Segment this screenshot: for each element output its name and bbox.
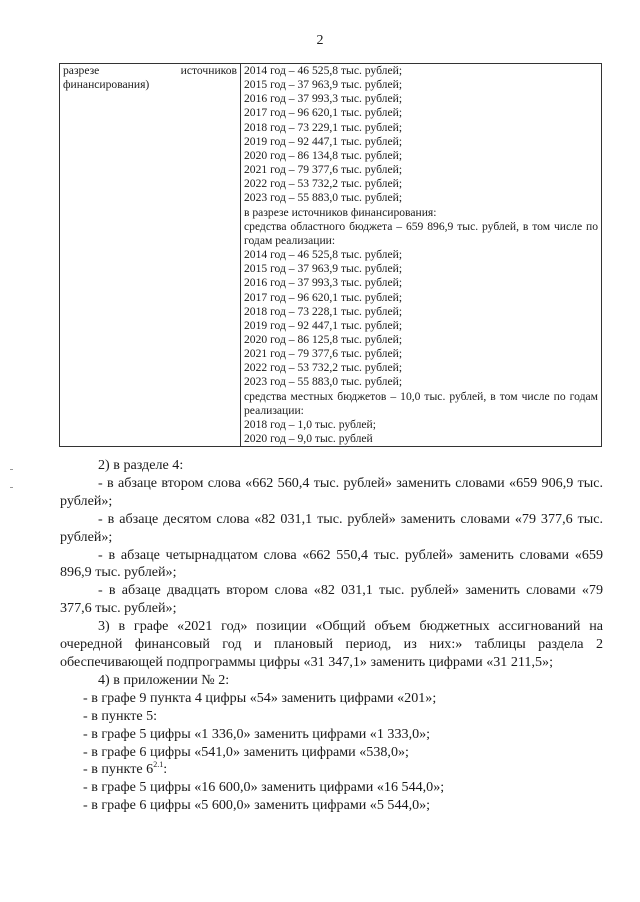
year-line: 2023 год – 55 883,0 тыс. рублей; [244,191,403,205]
paragraph: - в абзаце двадцать втором слова «82 031,1 тыс. рублей» заменить словами «79 377,6 тыс. рублей»; [60,582,603,617]
list-item: - в графе 6 цифры «541,0» заменить цифрами «538,0»; [83,743,409,760]
document-body [60,457,603,815]
year-line: 2014 год – 46 525,8 тыс. рублей; [244,64,403,77]
year-line: 2022 год – 53 732,2 тыс. рублей; [244,361,403,375]
paragraph: 2) в разделе 4: [98,457,184,473]
year-line: 2021 год – 79 377,6 тыс. рублей; [244,163,403,177]
list-item-text-end: : [163,761,168,778]
page-number: 2 [316,33,324,48]
left-cell-text-2: источников [180,64,237,77]
year-line: 2017 год – 96 620,1 тыс. рублей; [244,290,403,304]
paragraph: 3) в графе «2021 год» позиции «Общий объем бюджетных ассигнований на очередной финансовый год и плановый период, из них:» таблицы раздела 2 обеспечивающей подпрограммы цифры «31 347,1» заменить цифрами «31 211,5»; [60,618,603,670]
right-column-cell [241,64,602,447]
year-line: 2019 год – 92 447,1 тыс. рублей; [244,318,403,332]
paragraph: - в абзаце втором слова «662 560,4 тыс. рублей» заменить словами «659 906,9 тыс. рублей»; [60,474,603,509]
year-line: 2015 год – 37 963,9 тыс. рублей; [244,262,403,276]
list-item: - в графе 6 цифры «5 600,0» заменить цифрами «5 544,0»; [83,797,431,814]
paragraph: 4) в приложении № 2: [98,671,230,688]
year-line: 2018 год – 73 229,1 тыс. рублей; [244,120,403,134]
list-item: - в графе 5 цифры «1 336,0» заменить цифрами «1 333,0»; [83,725,431,742]
list-item [60,761,603,779]
margin-mark [10,469,13,470]
year-line: 2014 год – 46 525,8 тыс. рублей; [244,248,403,262]
year-line: 2021 год – 79 377,6 тыс. рублей; [244,347,403,361]
paragraph: - в абзаце десятом слова «82 031,1 тыс. рублей» заменить словами «79 377,6 тыс. рублей»; [60,510,603,545]
funding-table [59,63,602,447]
year-line: 2016 год – 37 993,3 тыс. рублей; [244,276,403,290]
year-line: 2019 год – 92 447,1 тыс. рублей; [244,134,403,148]
regional-budget-text: средства областного бюджета – 659 896,9 тыс. рублей, в том числе по годам реализации: [244,219,598,247]
year-line: 2017 год – 96 620,1 тыс. рублей; [244,106,403,120]
list-item-text: - в пункте 6 [83,761,154,778]
paragraph: - в абзаце четырнадцатом слова «662 550,4 тыс. рублей» заменить словами «659 896,9 тыс. рублей»; [60,546,603,581]
year-line: 2022 год – 53 732,2 тыс. рублей; [244,177,403,191]
year-line: 2016 год – 37 993,3 тыс. рублей; [244,92,403,106]
left-cell-text-3: финансирования) [63,78,150,92]
year-line: 2020 год – 9,0 тыс. рублей [244,432,373,446]
left-column-cell [60,64,241,447]
table-row [60,64,602,447]
year-line: 2015 год – 37 963,9 тыс. рублей; [244,78,403,92]
list-item: - в графе 9 пункта 4 цифры «54» заменить цифрами «201»; [83,689,437,706]
margin-mark [10,487,13,488]
list-item: - в графе 5 цифры «16 600,0» заменить цифрами «16 544,0»; [83,779,445,796]
year-line: 2020 год – 86 134,8 тыс. рублей; [244,148,403,162]
year-line: 2020 год – 86 125,8 тыс. рублей; [244,332,403,346]
year-line: 2023 год – 55 883,0 тыс. рублей; [244,375,403,389]
superscript: 2.1 [153,760,164,770]
list-item: - в пункте 5: [83,707,158,724]
year-line: 2018 год – 1,0 тыс. рублей; [244,417,376,431]
sources-heading: в разрезе источников финансирования: [244,205,437,219]
local-budget-text: средства местных бюджетов – 10,0 тыс. рублей, в том числе по годам реализации: [244,389,598,417]
year-line: 2018 год – 73 228,1 тыс. рублей; [244,304,403,318]
left-cell-text-1: разрезе [63,64,100,77]
